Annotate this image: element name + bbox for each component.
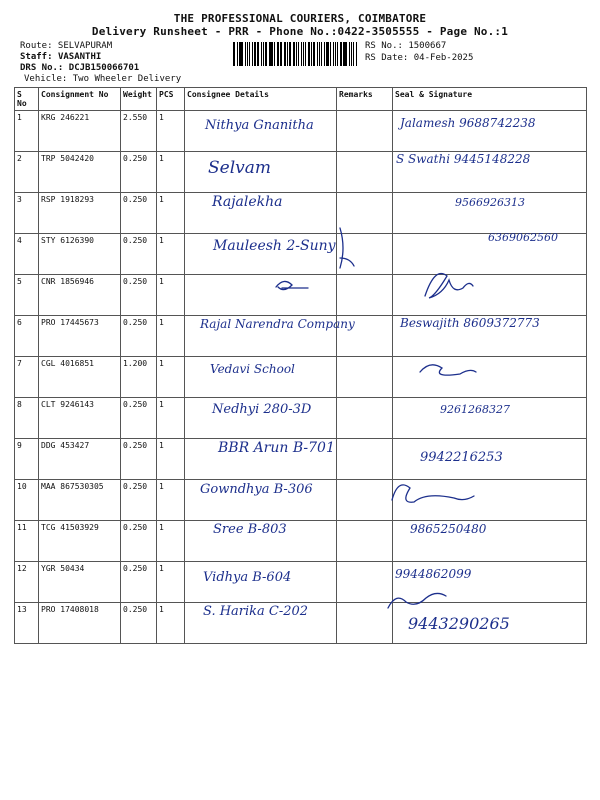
handwritten-consignee-2: Selvam	[208, 158, 272, 178]
cell-pcs: 1	[157, 398, 185, 439]
cell-consignment-no: MAA 867530305	[39, 480, 121, 521]
cell-pcs: 1	[157, 193, 185, 234]
cell-sno: 6	[15, 316, 39, 357]
handwritten-signature-9: 9942216253	[420, 450, 503, 465]
cell-pcs: 1	[157, 480, 185, 521]
cell-pcs: 1	[157, 152, 185, 193]
col-sno: S No	[15, 88, 39, 111]
cell-weight: 0.250	[121, 521, 157, 562]
cell-sno: 13	[15, 603, 39, 644]
cell-pcs: 1	[157, 603, 185, 644]
handwritten-signature-6: Beswajith 8609372773	[400, 316, 540, 330]
cell-consignment-no: KRG 246221	[39, 111, 121, 152]
col-seal-signature: Seal & Signature	[393, 88, 587, 111]
handwritten-signature-11: 9865250480	[410, 522, 487, 536]
cell-consignment-no: CGL 4016851	[39, 357, 121, 398]
cell-consignment-no: TCG 41503929	[39, 521, 121, 562]
signature-scribble-10	[392, 485, 474, 502]
route-label: Route: SELVAPURAM	[20, 41, 113, 51]
drs-label: DRS No.:	[20, 63, 64, 73]
col-consignee-details: Consignee Details	[185, 88, 337, 111]
cell-weight: 2.550	[121, 111, 157, 152]
cell-pcs: 1	[157, 234, 185, 275]
cell-weight: 0.250	[121, 234, 157, 275]
handwritten-consignee-7: Vedavi School	[210, 362, 295, 376]
handwritten-signature-4: 6369062560	[488, 231, 558, 244]
cell-weight: 0.250	[121, 316, 157, 357]
cell-sno: 3	[15, 193, 39, 234]
cell-weight: 0.250	[121, 275, 157, 316]
handwritten-consignee-13: S. Harika C-202	[203, 604, 309, 619]
cell-consignment-no: DDG 453427	[39, 439, 121, 480]
handwritten-consignee-1: Nithya Gnanitha	[205, 118, 314, 133]
cell-sno: 8	[15, 398, 39, 439]
handwritten-consignee-11: Sree B-803	[213, 522, 287, 537]
signature-scribble-5	[425, 274, 473, 299]
bracket-scribble-4	[340, 228, 354, 268]
cell-sno: 1	[15, 111, 39, 152]
cell-sno: 7	[15, 357, 39, 398]
cell-weight: 0.250	[121, 562, 157, 603]
cell-pcs: 1	[157, 275, 185, 316]
cell-consignment-no: YGR 50434	[39, 562, 121, 603]
cell-weight: 0.250	[121, 193, 157, 234]
cell-weight: 0.250	[121, 398, 157, 439]
cell-weight: 0.250	[121, 480, 157, 521]
cell-sno: 10	[15, 480, 39, 521]
col-remarks: Remarks	[337, 88, 393, 111]
cell-consignment-no: PRO 17408018	[39, 603, 121, 644]
signature-scribble-13	[388, 593, 446, 608]
rs-number: RS No.: 1500667	[365, 41, 447, 51]
handwritten-consignee-12: Vidhya B-604	[203, 570, 292, 585]
drs-value: DCJB150066701	[68, 63, 140, 73]
cell-pcs: 1	[157, 439, 185, 480]
cell-pcs: 1	[157, 521, 185, 562]
cell-pcs: 1	[157, 562, 185, 603]
cell-weight: 1.200	[121, 357, 157, 398]
cell-weight: 0.250	[121, 603, 157, 644]
cell-consignment-no: TRP 5042420	[39, 152, 121, 193]
cell-pcs: 1	[157, 316, 185, 357]
cell-sno: 4	[15, 234, 39, 275]
handwritten-signature-13: 9443290265	[408, 614, 510, 633]
handwritten-consignee-3: Rajalekha	[212, 194, 283, 210]
handwritten-signature-3: 9566926313	[455, 196, 525, 209]
handwritten-consignee-6: Rajal Narendra Company	[200, 317, 355, 331]
cell-consignment-no: PRO 17445673	[39, 316, 121, 357]
rs-date: RS Date: 04-Feb-2025	[365, 53, 474, 63]
cell-sno: 5	[15, 275, 39, 316]
cell-consignment-no: CNR 1856946	[39, 275, 121, 316]
runsheet-subtitle: Delivery Runsheet - PRR - Phone No.:0422-3505555 - Page No.:1	[91, 25, 509, 38]
cell-pcs: 1	[157, 111, 185, 152]
vehicle-label: Vehicle: Two Wheeler Delivery	[24, 74, 182, 84]
cell-consignment-no: RSP 1918293	[39, 193, 121, 234]
cell-consignment-no: CLT 9246143	[39, 398, 121, 439]
cell-weight: 0.250	[121, 439, 157, 480]
staff-label: Staff:	[20, 52, 53, 62]
staff-value: VASANTHI	[57, 52, 102, 62]
consignee-scribble-5	[276, 281, 308, 289]
cell-sno: 12	[15, 562, 39, 603]
cell-sno: 11	[15, 521, 39, 562]
handwritten-consignee-9: BBR Arun B-701	[218, 440, 335, 456]
handwritten-signature-12: 9944862099	[395, 567, 472, 581]
col-weight: Weight	[121, 88, 157, 111]
cell-consignment-no: STY 6126390	[39, 234, 121, 275]
cell-pcs: 1	[157, 357, 185, 398]
handwritten-consignee-10: Gowndhya B-306	[200, 482, 313, 497]
col-consignment-no: Consignment No	[39, 88, 121, 111]
handwritten-signature-2: S Swathi 9445148228	[396, 152, 531, 166]
company-title: THE PROFESSIONAL COURIERS, COIMBATORE	[173, 12, 427, 25]
cell-sno: 9	[15, 439, 39, 480]
cell-weight: 0.250	[121, 152, 157, 193]
col-pcs: PCS	[157, 88, 185, 111]
handwritten-consignee-8: Nedhyi 280-3D	[212, 402, 312, 417]
handwritten-consignee-4: Mauleesh 2-Suny	[213, 238, 336, 254]
handwritten-signature-1: Jalamesh 9688742238	[400, 116, 536, 130]
signature-scribble-7	[420, 365, 476, 375]
handwritten-signature-8: 9261268327	[440, 403, 510, 416]
cell-sno: 2	[15, 152, 39, 193]
